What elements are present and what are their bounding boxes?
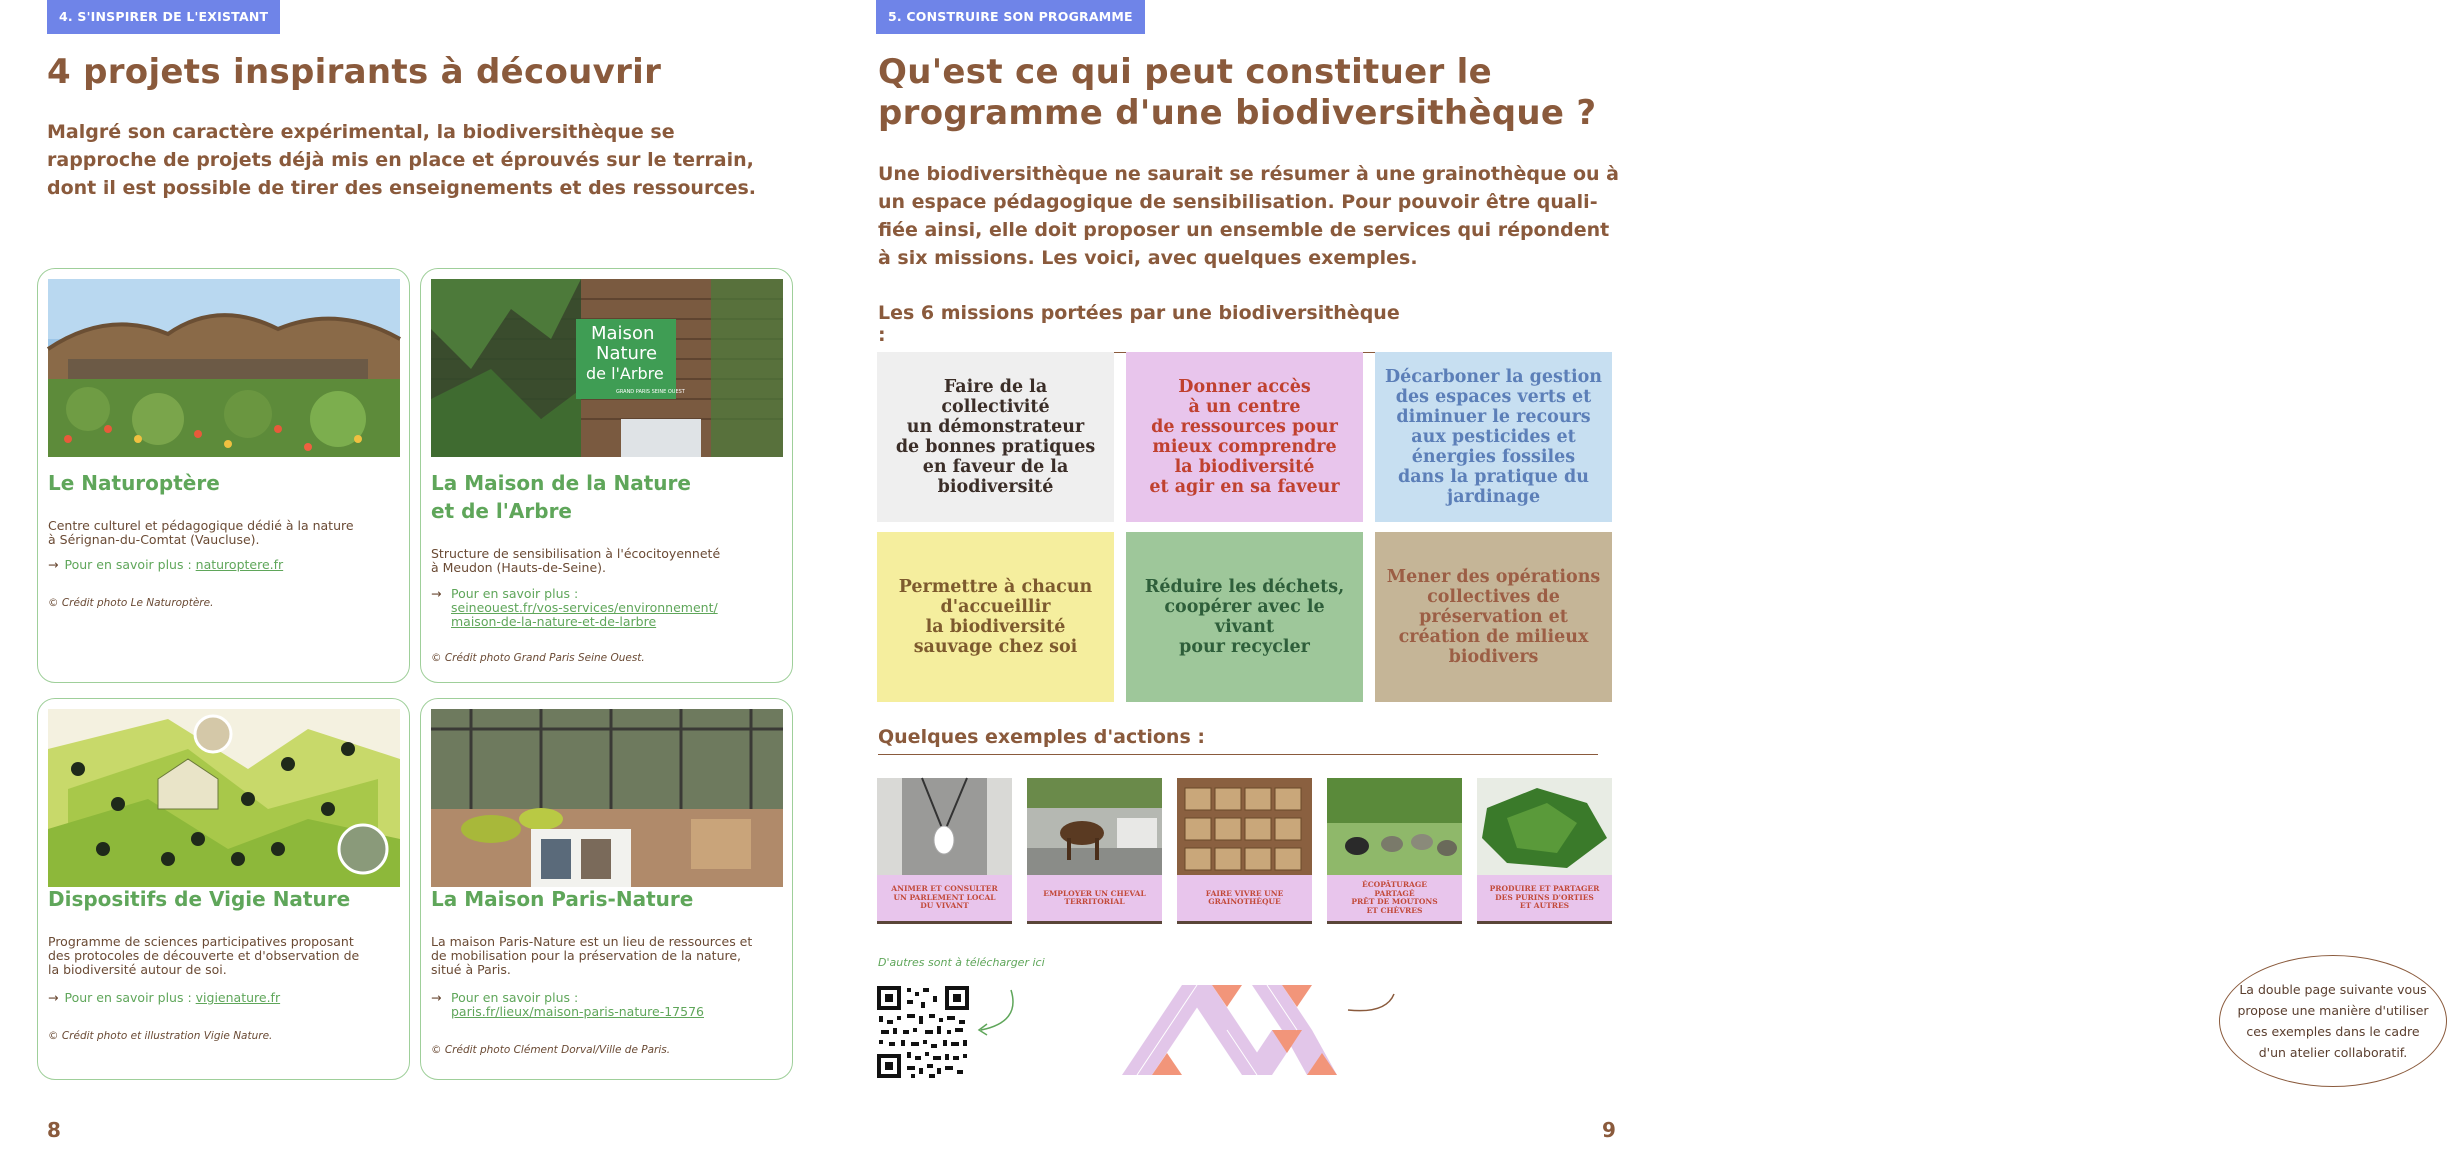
intro-text: Malgré son caractère expérimental, la biodiversithèque se rapproche de projets déjà mis en place et éprouvés sur le terrain, dont il est possible de tirer des enseignements et des ressources.: [47, 121, 757, 199]
action-card: [1177, 778, 1312, 924]
project-card-naturoptere: [37, 268, 410, 683]
actions-heading: Quelques exemples d'actions :: [878, 726, 1598, 755]
divider: [1327, 921, 1462, 924]
section-tag: 5. CONSTRUIRE SON PROGRAMME: [876, 0, 1145, 34]
card-link[interactable]: → Pour en savoir plus : naturoptere.fr: [48, 557, 284, 572]
mission-tile: Faire de la collectivité un démonstrateur de bonnes pratiques en faveur de la biodiversité: [877, 352, 1114, 522]
sign-line-2: Nature: [596, 343, 658, 364]
card-title: Le Naturoptère: [48, 471, 220, 495]
qr-code[interactable]: [877, 986, 969, 1078]
action-card: [1027, 778, 1162, 924]
action-label: ÉCOPÂTURAGE PARTAGÉ PRÊT DE MOUTONS ET CHÈVRES: [1327, 875, 1462, 921]
action-photo: [1327, 778, 1462, 875]
photo-credit: © Crédit photo et illustration Vigie Nature.: [48, 1030, 273, 1042]
card-title: La Maison de la Nature et de l'Arbre: [431, 471, 691, 523]
project-card-maison-paris-nature: [420, 698, 793, 1080]
action-label: EMPLOYER UN CHEVAL TERRITORIAL: [1027, 875, 1162, 921]
action-label: ANIMER ET CONSULTER UN PARLEMENT LOCAL DU VIVANT: [877, 875, 1012, 921]
divider: [877, 921, 1012, 924]
card-description: Centre culturel et pédagogique dédié à la nature à Sérignan-du-Comtat (Vaucluse).: [48, 518, 354, 547]
action-label: FAIRE VIVRE UNE GRAINOTHÈQUE: [1177, 875, 1312, 921]
action-photo: [877, 778, 1012, 875]
right-page: [826, 0, 2429, 1169]
page-title: Qu'est ce qui peut constituer le programme d'une biodiversithèque ?: [878, 52, 1597, 133]
project-card-vigie-nature: [37, 698, 410, 1080]
page-number: 8: [47, 1118, 61, 1142]
action-card: [877, 778, 1012, 924]
missions-heading: Les 6 missions portées par une biodiversithèque :: [878, 302, 1402, 353]
naturoptere-photo: [48, 279, 400, 457]
section-tag: 4. S'INSPIRER DE L'EXISTANT: [47, 0, 280, 34]
page-title: 4 projets inspirants à découvrir: [47, 52, 662, 92]
sign-line-1: Maison: [591, 323, 655, 344]
card-description: Structure de sensibilisation à l'écocitoyenneté à Meudon (Hauts-de-Seine).: [431, 546, 721, 575]
project-card-maison-nature-arbre: [420, 268, 793, 683]
card-title: Dispositifs de Vigie Nature: [48, 887, 351, 911]
arrow-right-icon: →: [48, 990, 59, 1005]
mission-tile: Donner accès à un centre de ressources pour mieux comprendre la biodiversité et agir en sa faveur: [1126, 352, 1363, 522]
link-url[interactable]: vigienature.fr: [195, 990, 281, 1005]
action-card: [1327, 778, 1462, 924]
arrow-curve-icon: [971, 988, 1021, 1038]
link-url[interactable]: seineouest.fr/vos-services/environnement/: [451, 600, 718, 615]
decorative-pattern: [1122, 975, 1342, 1080]
sign-line-3: de l'Arbre: [586, 364, 664, 383]
bubble-tail: [1346, 990, 1406, 1020]
divider: [1027, 921, 1162, 924]
link-url-cont[interactable]: maison-de-la-nature-et-de-larbre: [451, 614, 657, 629]
card-link[interactable]: → Pour en savoir plus : seineouest.fr/vos-services/environnement/ maison-de-la-nature-et-de-larbre: [431, 587, 781, 629]
card-description: Programme de sciences participatives proposant des protocoles de découverte et d'observation de la biodiversité autour de soi.: [48, 934, 360, 977]
page-number: 9: [1602, 1118, 1616, 1142]
speech-bubble: La double page suivante vous propose une manière d'utiliser ces exemples dans le cadre d'un atelier collaboratif.: [2219, 955, 2447, 1087]
card-link[interactable]: → Pour en savoir plus : vigienature.fr: [48, 990, 281, 1005]
action-card: [1477, 778, 1612, 924]
sign-small: GRAND PARIS SEINE OUEST: [616, 389, 685, 395]
arrow-right-icon: →: [48, 557, 59, 572]
photo-credit: © Crédit photo Le Naturoptère.: [48, 597, 214, 609]
maison-paris-nature-photo: [431, 709, 783, 887]
action-photo: [1477, 778, 1612, 875]
card-description: La maison Paris-Nature est un lieu de ressources et de mobilisation pour la préservation de la nature, situé à Paris.: [431, 934, 753, 977]
download-note: D'autres sont à télécharger ici: [878, 956, 1045, 969]
divider: [1177, 921, 1312, 924]
mission-tile: Décarboner la gestion des espaces verts et diminuer le recours aux pesticides et énergies fossiles dans la pratique du jardinage: [1375, 352, 1612, 522]
arrow-right-icon: →: [431, 586, 442, 601]
link-url[interactable]: naturoptere.fr: [195, 557, 284, 572]
mission-tile: Mener des opérations collectives de préservation et création de milieux biodivers: [1375, 532, 1612, 702]
card-title: La Maison Paris-Nature: [431, 887, 694, 911]
card-link[interactable]: → Pour en savoir plus : paris.fr/lieux/maison-paris-nature-17576: [431, 991, 781, 1019]
divider: [1477, 921, 1612, 924]
mission-tile: Permettre à chacun d'accueillir la biodiversité sauvage chez soi: [877, 532, 1114, 702]
photo-credit: © Crédit photo Grand Paris Seine Ouest.: [431, 652, 645, 664]
mission-tile: Réduire les déchets, coopérer avec le vivant pour recycler: [1126, 532, 1363, 702]
vigie-nature-illustration: [48, 709, 400, 887]
link-url[interactable]: paris.fr/lieux/maison-paris-nature-17576: [451, 1004, 704, 1019]
maison-nature-photo: [431, 279, 783, 457]
arrow-right-icon: →: [431, 990, 442, 1005]
action-photo: [1027, 778, 1162, 875]
action-photo: [1177, 778, 1312, 875]
left-page: [0, 0, 826, 1169]
photo-credit: © Crédit photo Clément Dorval/Ville de Paris.: [431, 1044, 671, 1056]
intro-text: Une biodiversithèque ne saurait se résumer à une grainothèque ou à un espace pédagogique de sensibilisation. Pour pouvoir être quali- fiée ainsi, elle doit proposer un ensemble de services qui répondent à six missions. Les voici, avec quelques exemples.: [878, 163, 1619, 269]
action-label: PRODUIRE ET PARTAGER DES PURINS D'ORTIES ET AUTRES: [1477, 875, 1612, 921]
